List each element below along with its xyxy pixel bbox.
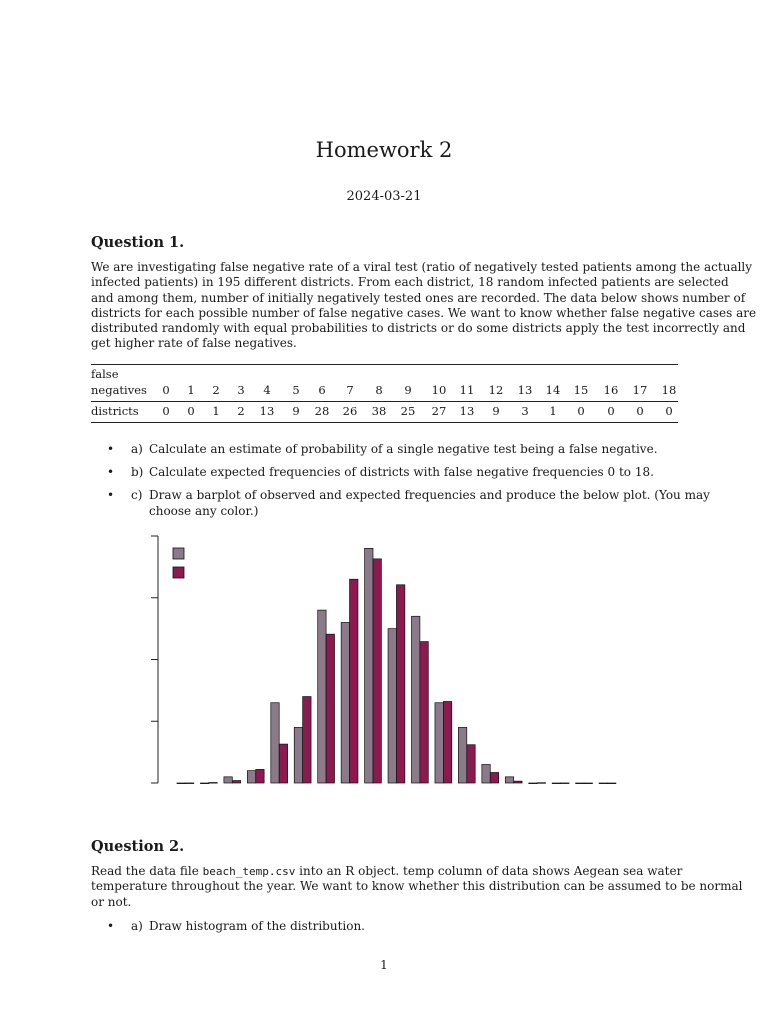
page-date: 2024-03-21 (346, 189, 422, 204)
bar-observed (341, 622, 349, 783)
bar-expected (608, 783, 616, 784)
text-line: or not. (91, 894, 132, 909)
bar-expected (467, 745, 475, 783)
table-header-cell: 0 (162, 383, 170, 397)
task-label: a) (131, 919, 143, 933)
table-cell: 1 (549, 404, 557, 418)
legend-swatch-expected (173, 567, 184, 578)
table-header-cell: 17 (632, 383, 648, 397)
bar-observed (599, 783, 607, 784)
task-text: Calculate expected frequencies of districts with false negative frequencies 0 to 18. (149, 465, 654, 479)
bar-observed (388, 629, 396, 783)
bar-observed (482, 764, 490, 783)
table-header-cell: 1 (187, 383, 195, 397)
filename-code: beach_temp.csv (202, 865, 296, 878)
table-cell: 9 (292, 404, 300, 418)
table-header-cell: 11 (459, 383, 475, 397)
bar-observed (224, 777, 232, 783)
bar-observed (318, 610, 326, 783)
bar-observed (271, 703, 279, 783)
text-line: temperature throughout the year. We want to know whether this distribution can be assumed to be normal (91, 879, 743, 894)
bar-expected (443, 701, 451, 783)
table-header-cell: 15 (573, 383, 589, 397)
text-line: and among them, number of initially negatively tested ones are recorded. The data below shows number of (91, 290, 746, 305)
bullet-marker: • (107, 465, 115, 479)
bar-expected (396, 585, 404, 783)
bar-observed (435, 703, 443, 783)
table-header-cell: 6 (318, 383, 326, 397)
bar-observed (247, 771, 255, 783)
bar-expected (490, 773, 498, 784)
bar-observed (552, 783, 560, 784)
table-header-cell: 12 (488, 383, 504, 397)
table-header-cell: 16 (603, 383, 619, 397)
task-text: Calculate an estimate of probability of a single negative test being a false negative. (149, 442, 658, 456)
bullet-marker: • (107, 488, 115, 502)
bar-observed (294, 727, 302, 783)
task-label: a) (131, 442, 143, 456)
text-fragment: into an R object. temp column of data shows Aegean sea water (295, 864, 683, 878)
table-header-cell: 10 (431, 383, 447, 397)
bar-observed (576, 783, 584, 784)
bar-expected (209, 783, 217, 784)
text-fragment: Read the data file (91, 864, 203, 878)
bar-observed (458, 727, 466, 783)
text-line: We are investigating false negative rate of a viral test (ratio of negatively tested patients among the actually (91, 260, 753, 274)
bar-expected (537, 783, 545, 784)
table-cell: 26 (342, 404, 358, 418)
bar-expected (373, 559, 381, 783)
table-cell: 27 (431, 404, 447, 418)
table-header-cell: 13 (517, 383, 533, 397)
page-title: Homework 2 (315, 138, 453, 162)
legend-swatch-observed (173, 548, 184, 559)
question-1-heading: Question 1. (91, 234, 185, 251)
bar-expected (185, 783, 193, 784)
table-header-cell: 18 (661, 383, 677, 397)
table-cell: 2 (237, 404, 245, 418)
task-text: Draw histogram of the distribution. (149, 919, 365, 933)
text-line: infected patients) in 195 different districts. From each district, 18 random infected patients are selected (91, 275, 729, 290)
table-cell: 38 (371, 404, 387, 418)
table-cell: 0 (636, 404, 644, 418)
bullet-marker: • (107, 442, 115, 456)
table-header-cell: 8 (375, 383, 383, 397)
task-text: choose any color.) (149, 504, 259, 518)
question-2-text (91, 864, 743, 910)
table-cell: 3 (521, 404, 529, 418)
table-header-cell: 2 (212, 383, 220, 397)
bar-expected (256, 769, 264, 783)
text-line: distributed randomly with equal probabilities to districts or do some districts apply the test incorrectly and (91, 321, 746, 336)
table-cell: 28 (314, 404, 330, 418)
bar-expected (279, 744, 287, 783)
table-cell: 1 (212, 404, 220, 418)
table-header-cell: 5 (292, 383, 300, 397)
table-cell: 25 (400, 404, 416, 418)
table-row-label: districts (91, 404, 139, 418)
task-label: b) (131, 465, 144, 479)
bar-expected (514, 781, 522, 783)
task-label: c) (131, 488, 143, 502)
bar-observed (529, 783, 537, 784)
table-cell: 0 (187, 404, 195, 418)
table-header-cell: 3 (237, 383, 245, 397)
bar-observed (177, 783, 185, 784)
bullet-marker: • (107, 919, 115, 933)
bar-expected (561, 783, 569, 784)
bar-observed (365, 548, 373, 783)
table-header-cell: 14 (545, 383, 561, 397)
table-cell: 13 (259, 404, 275, 418)
table-cell: 9 (492, 404, 500, 418)
bar-observed (412, 616, 420, 783)
bar-observed (200, 783, 208, 784)
table-cell: 0 (607, 404, 615, 418)
task-text: Draw a barplot of observed and expected frequencies and produce the below plot. (You may (149, 488, 710, 502)
text-line (91, 864, 683, 879)
bar-expected (420, 642, 428, 783)
bar-expected (232, 781, 240, 783)
table-header-cell: 9 (404, 383, 412, 397)
page-number: 1 (380, 958, 388, 972)
table-cell: 0 (162, 404, 170, 418)
table-header-cell: 7 (346, 383, 354, 397)
text-line: districts for each possible number of false negative cases. We want to know whether false negative cases are (91, 305, 757, 320)
table-header-label: negatives (91, 383, 147, 397)
text-line: get higher rate of false negatives. (91, 336, 297, 351)
question-2-heading: Question 2. (91, 838, 185, 855)
table-cell: 13 (459, 404, 475, 418)
table-cell: 0 (665, 404, 673, 418)
bar-expected (303, 697, 311, 783)
table-header-label: false (91, 367, 119, 381)
table-header-cell: 4 (263, 383, 271, 397)
bar-expected (584, 783, 592, 784)
bar-observed (505, 777, 513, 783)
bar-expected (326, 634, 334, 783)
bar-expected (350, 579, 358, 783)
table-cell: 0 (577, 404, 585, 418)
